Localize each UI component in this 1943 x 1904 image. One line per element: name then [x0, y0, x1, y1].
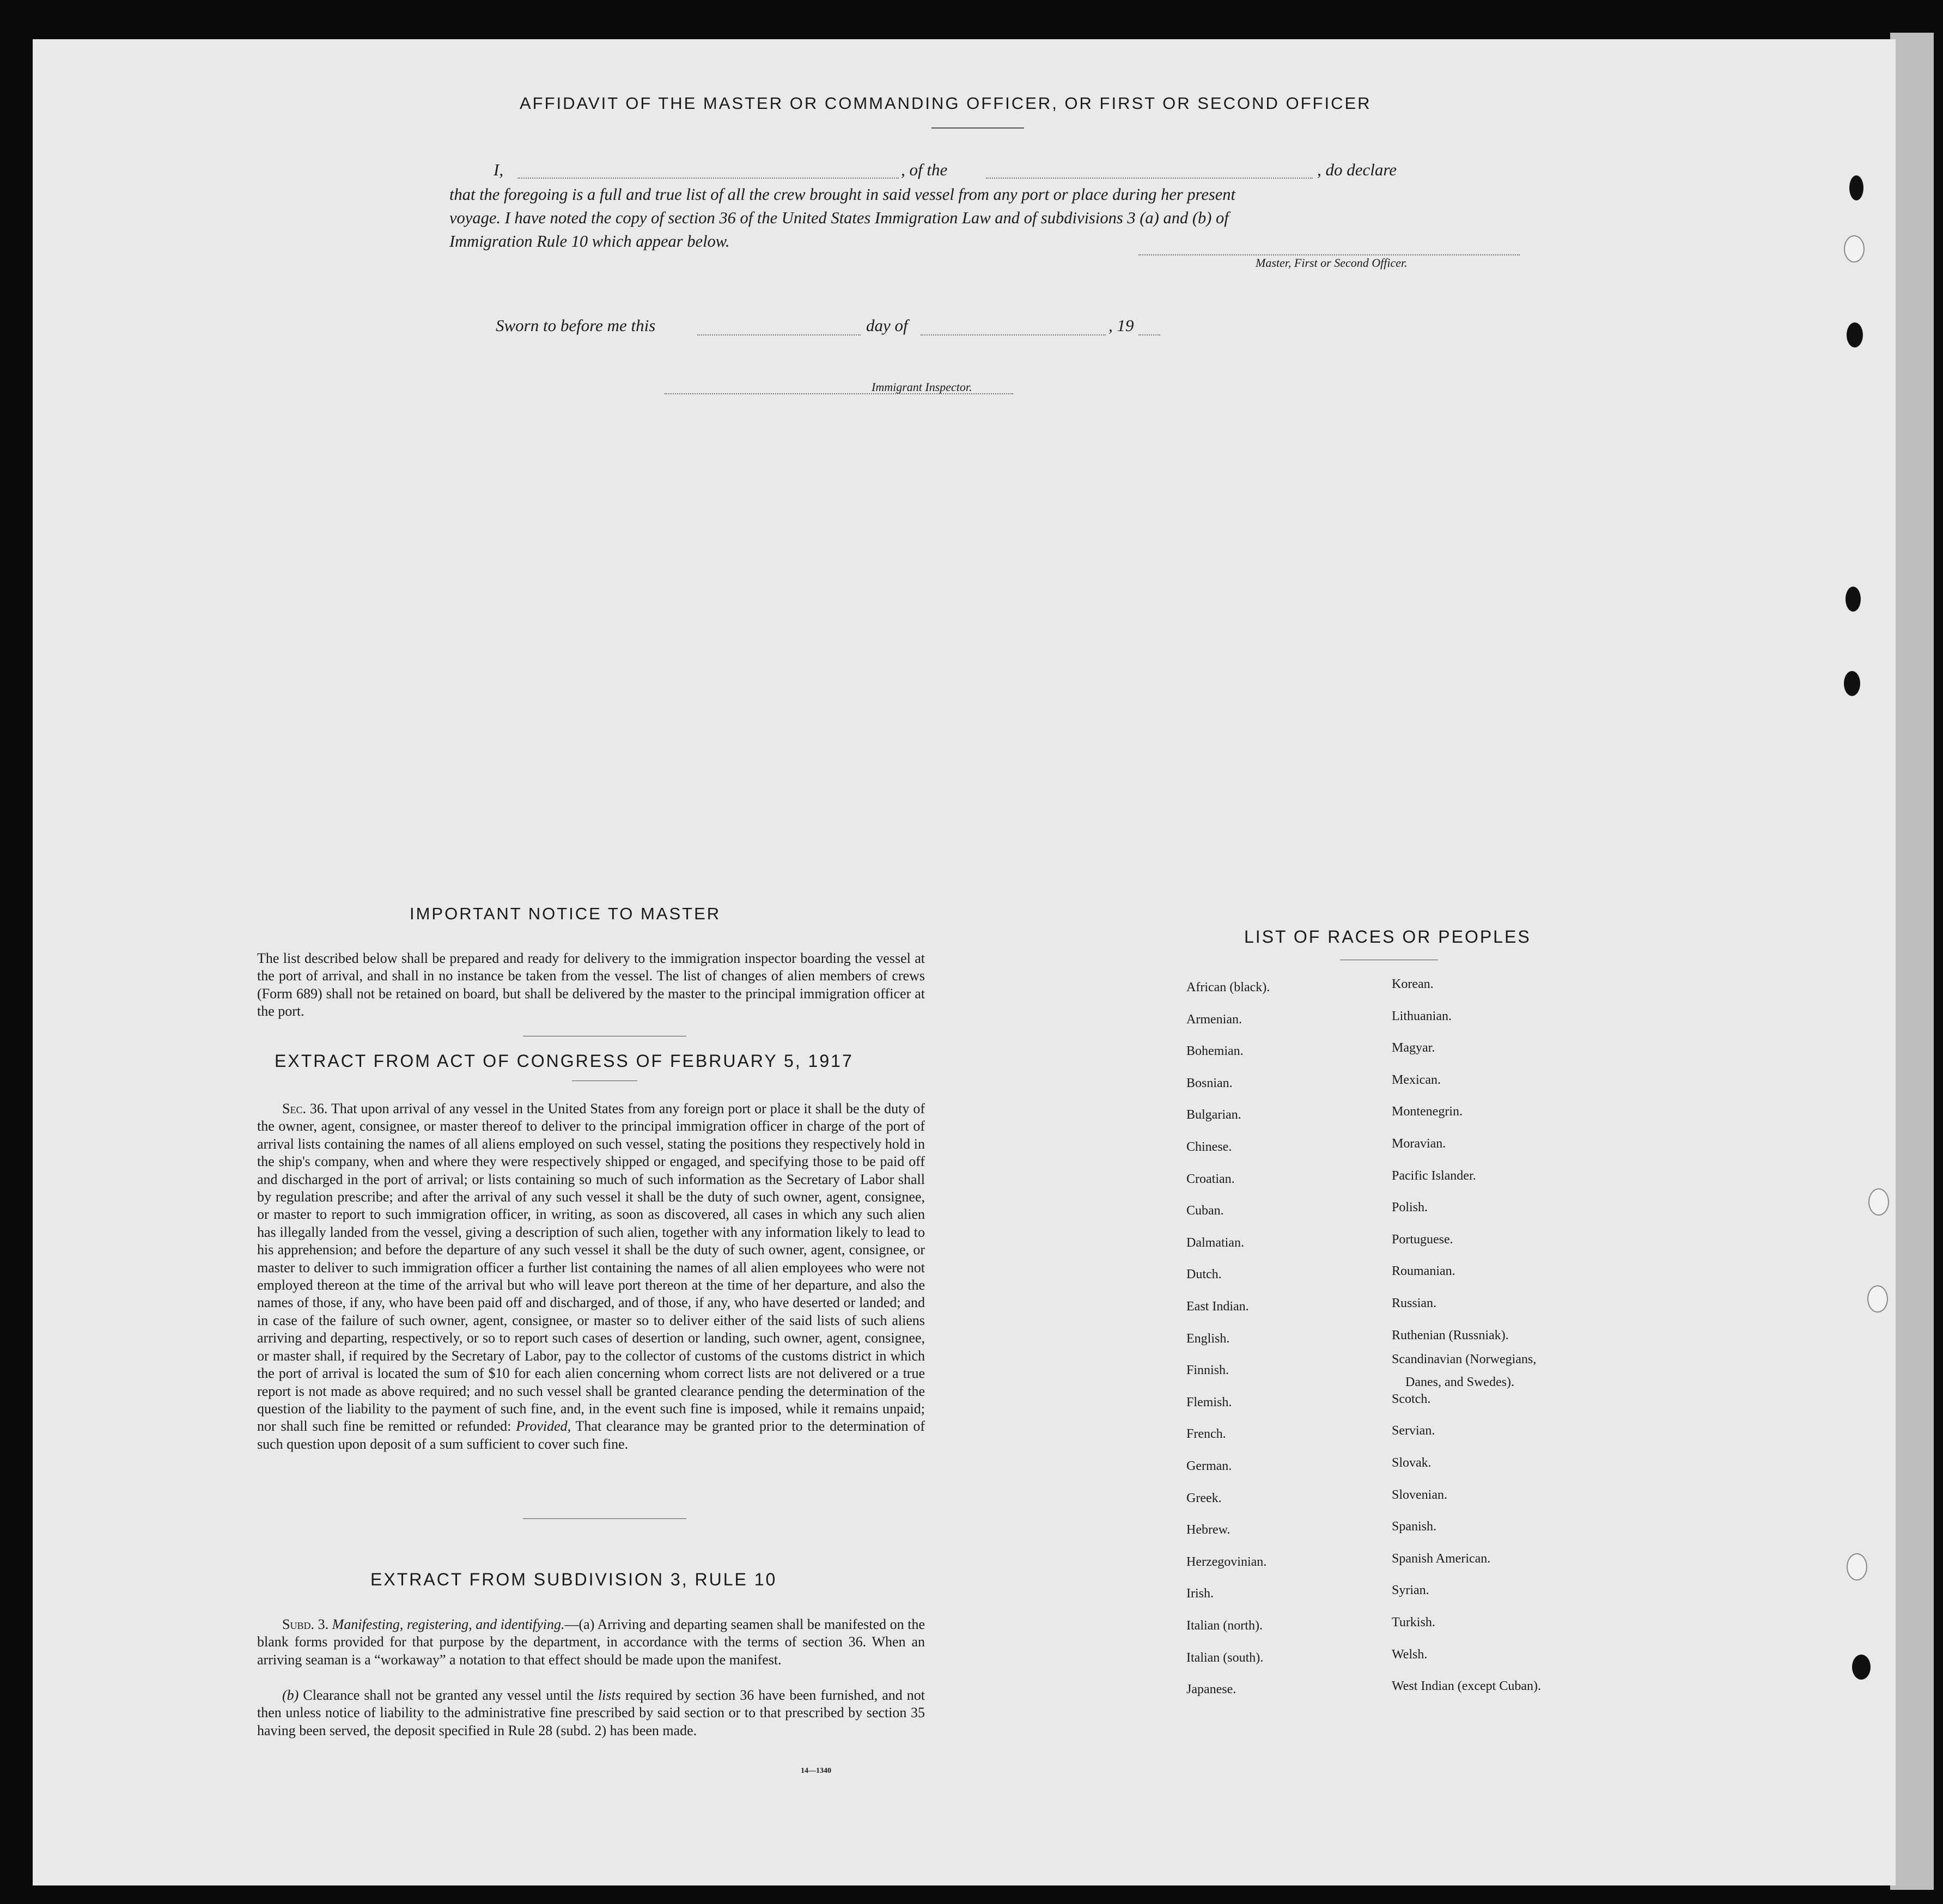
rule-a-head: 3.	[314, 1616, 332, 1632]
race-item: Armenian.	[1186, 1012, 1242, 1027]
act-sec-label: Sec.	[282, 1101, 306, 1116]
rule-subd-label: Subd.	[282, 1616, 314, 1632]
vessel-blank	[986, 178, 1313, 179]
race-item: Danes, and Swedes).	[1405, 1375, 1514, 1390]
race-item: English.	[1186, 1331, 1230, 1346]
punch-hole	[1868, 1188, 1889, 1216]
race-item: Korean.	[1392, 977, 1434, 991]
race-item: Spanish American.	[1392, 1551, 1491, 1566]
race-item: Cuban.	[1186, 1204, 1224, 1218]
rule-text-a	[257, 1616, 925, 1669]
sworn-line	[496, 316, 1258, 338]
race-item: Turkish.	[1392, 1615, 1435, 1630]
rule-b-text2: required by section 36 have been furnished, and not then unless notice of liability to the administrative fine prescribed by said section or to that prescribed by section 35 having been served, the deposit specified in Rule 28 (subd. 2) has been made.	[257, 1687, 925, 1738]
punch-hole	[1847, 1553, 1867, 1580]
race-item: Moravian.	[1392, 1137, 1446, 1151]
year-blank	[1138, 334, 1160, 335]
race-item: Scotch.	[1392, 1392, 1431, 1406]
sworn-text: Sworn to before me this	[496, 316, 656, 335]
affidavit-line-3: voyage. I have noted the copy of section 36 of the United States Immigration Law and of subdivisions 3 (a) and (b) of	[449, 209, 1229, 227]
punch-hole	[1844, 671, 1860, 696]
page-edge	[1890, 33, 1934, 1890]
affidavit-of-the: , of the	[901, 160, 948, 179]
race-item: Italian (south).	[1186, 1650, 1264, 1665]
race-item: Bohemian.	[1186, 1044, 1244, 1059]
act-tail: That clearance may be granted prior to the determination of such question upon deposit of a sum sufficient to cover such fine.	[257, 1418, 925, 1452]
race-item: Slovenian.	[1392, 1487, 1447, 1502]
race-item: West Indian (except Cuban).	[1392, 1679, 1541, 1694]
day-of-text: day of	[866, 316, 908, 335]
rule-a-italic: Manifesting, registering, and identifying.	[332, 1616, 565, 1632]
race-item: Polish.	[1392, 1200, 1428, 1215]
race-item: Finnish.	[1186, 1363, 1229, 1378]
race-item: Magyar.	[1392, 1041, 1435, 1055]
race-item: African (black).	[1186, 980, 1270, 994]
race-item: Chinese.	[1186, 1140, 1232, 1154]
punch-hole	[1844, 235, 1865, 263]
rule-text-b	[257, 1687, 925, 1740]
punch-hole	[1849, 175, 1863, 200]
race-item: Spanish.	[1392, 1519, 1437, 1534]
race-item: Croatian.	[1186, 1171, 1235, 1186]
race-item: Irish.	[1186, 1586, 1214, 1601]
race-item: Ruthenian (Russniak).	[1392, 1328, 1509, 1342]
race-item: Bulgarian.	[1186, 1108, 1241, 1122]
notice-title: IMPORTANT NOTICE TO MASTER	[410, 904, 721, 923]
affidavit-line-4: Immigration Rule 10 which appear below.	[449, 232, 730, 251]
race-item: Pacific Islander.	[1392, 1168, 1476, 1183]
rule-b-text1: Clearance shall not be granted any vessel until the	[299, 1687, 598, 1703]
affidavit-title: AFFIDAVIT OF THE MASTER OR COMMANDING OFFICER, OR FIRST OR SECOND OFFICER	[520, 94, 1372, 113]
affidavit-do-declare: , do declare	[1317, 160, 1397, 179]
races-title: LIST OF RACES OR PEOPLES	[1244, 927, 1531, 947]
race-item: Montenegrin.	[1392, 1104, 1463, 1119]
race-item: Russian.	[1392, 1296, 1437, 1310]
master-label: Master, First or Second Officer.	[1256, 256, 1408, 270]
master-signature-blank	[1138, 254, 1520, 255]
affidavit-i: I,	[494, 160, 504, 179]
race-item: French.	[1186, 1427, 1226, 1442]
year-text: , 19	[1108, 316, 1134, 335]
rule-b-italic: lists	[598, 1687, 621, 1703]
punch-hole	[1845, 587, 1861, 612]
race-item: Portuguese.	[1392, 1232, 1453, 1247]
document-page	[33, 39, 1896, 1885]
act-text	[257, 1100, 925, 1453]
race-item: German.	[1186, 1459, 1232, 1473]
act-end-rule	[523, 1518, 686, 1519]
punch-hole	[1847, 322, 1863, 347]
race-item: Servian.	[1392, 1424, 1435, 1438]
affidavit-title-rule	[931, 127, 1024, 129]
race-item: Herzegovinian.	[1186, 1554, 1267, 1569]
race-item: Syrian.	[1392, 1583, 1429, 1598]
act-body: 36. That upon arrival of any vessel in the United States from any foreign port or place it shall be the duty of the owner, agent, consignee, or master thereof to deliver to the principal immigration officer in charge of the port of arrival lists containing the names of all aliens employed on such vessel, stating the positions they respectively hold in the ship's company, when and where they were respectively shipped or engaged, and specifying those to be paid off and discharged in the port of arrival; or lists containing so much of such information as the Secretary of Labor shall by regulation prescribe; and after the arrival of any such vessel it shall be the duty of such owner, agent, consignee, or master to report to such immigration officer, in writing, as soon as discovered, all cases in which any such alien has illegally landed from the vessel, giving a description of such alien, together with any information likely to lead to his apprehension; and before the departure of any such vessel it shall be the duty of such owner, agent, consignee, or master to deliver to such immigration officer a further list containing the names of all alien employees who were not employed thereon at the time of the arrival but who will leave port thereon at the time of her departure, and also the names of those, if any, who have been paid off and discharged, and of those, if any, who have deserted or landed; and in case of the failure of such owner, agent, consignee, or master so to deliver either of the said lists of such aliens arriving and departing, respectively, or so to report such cases of desertion or landing, such owner, agent, consignee, or master shall, if required by the Secretary of Labor, pay to the collector of customs of the customs district in which the port of arrival is located the sum of $10 for each alien concerning whom correct lists are not delivered or a true report is not made as above required; and no such vessel shall be granted clearance pending the determination of the question of the liability to the payment of such fine, and, in the event such fine is imposed, while it remains unpaid; nor shall such fine be remitted or refunded:	[257, 1101, 925, 1435]
race-item: Japanese.	[1186, 1682, 1237, 1697]
race-item: Roumanian.	[1392, 1264, 1455, 1279]
affidavit-line-2: that the foregoing is a full and true list of all the crew brought in said vessel from any port or place during her present	[449, 185, 1236, 204]
race-item: Mexican.	[1392, 1072, 1441, 1087]
race-item: Slovak.	[1392, 1456, 1432, 1470]
rule-a-text: —(a) Arriving and departing seamen shall be manifested on the blank forms provided for that purpose by the department, in accordance with the terms of section 36. When an arriving seaman is a “workaway” a notation to that effect should be made upon the manifest.	[257, 1616, 925, 1668]
race-item: Hebrew.	[1186, 1523, 1231, 1537]
race-item: Scandinavian (Norwegians,	[1392, 1352, 1537, 1367]
race-item: Flemish.	[1186, 1395, 1232, 1409]
race-item: Italian (north).	[1186, 1619, 1263, 1633]
race-item: East Indian.	[1186, 1299, 1249, 1314]
rule-title: EXTRACT FROM SUBDIVISION 3, RULE 10	[370, 1570, 777, 1589]
race-item: Greek.	[1186, 1491, 1222, 1505]
race-item: Dutch.	[1186, 1267, 1222, 1282]
race-item: Lithuanian.	[1392, 1009, 1452, 1023]
inspector-label: Immigrant Inspector.	[872, 380, 972, 394]
act-title: EXTRACT FROM ACT OF CONGRESS OF FEBRUARY 5, 1917	[275, 1051, 854, 1071]
punch-hole	[1867, 1285, 1888, 1313]
notice-text: The list described below shall be prepared and ready for delivery to the immigration inspector boarding the vessel at the port of arrival, and shall in no instance be taken from the vessel. The list of changes of alien members of crews (Form 689) shall not be retained on board, but shall be delivered by the master to the principal immigration officer at the port.	[257, 950, 925, 1020]
form-number: 14—1340	[801, 1767, 831, 1775]
day-blank	[697, 334, 861, 335]
race-item: Bosnian.	[1186, 1076, 1233, 1090]
name-blank	[517, 178, 899, 179]
act-provided: Provided,	[516, 1418, 571, 1435]
race-item: Welsh.	[1392, 1647, 1428, 1662]
punch-hole	[1852, 1655, 1871, 1680]
race-item: Dalmatian.	[1186, 1235, 1244, 1250]
affidavit-line-1	[458, 160, 1536, 182]
month-blank	[921, 334, 1106, 335]
rule-b-label: (b)	[282, 1687, 299, 1703]
